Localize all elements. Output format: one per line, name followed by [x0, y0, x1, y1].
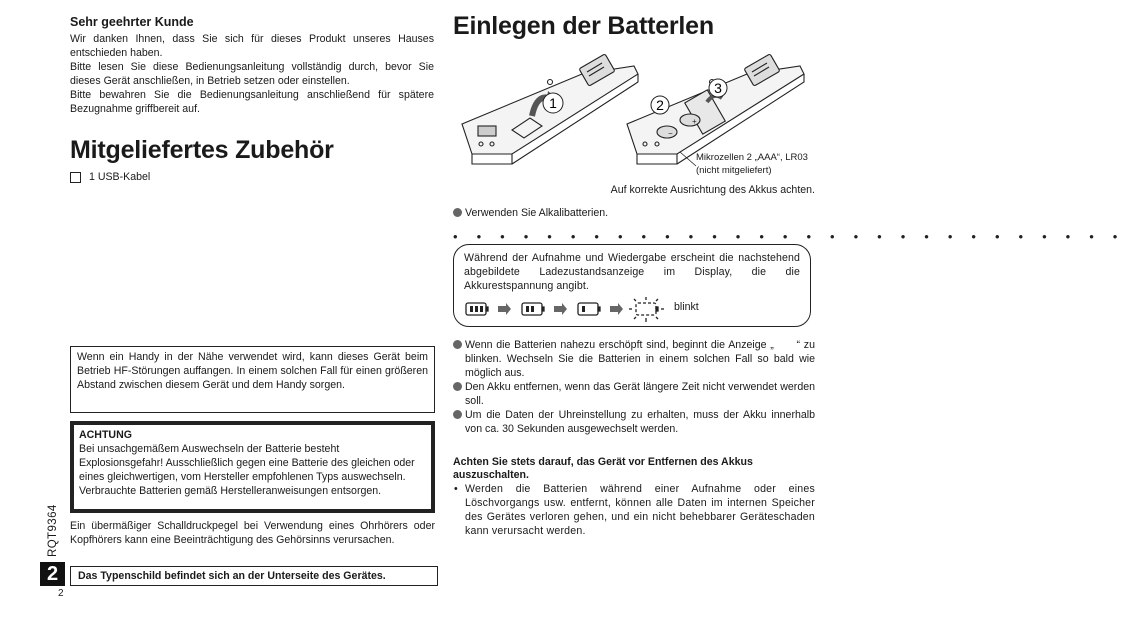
greeting-line-1: Wir danken Ihnen, dass Sie sich für dieses Produkt unseres Hauses entschieden haben. — [70, 33, 434, 59]
power-off-heading: Achten Sie stets darauf, das Gerät vor Entfernen des Akkus auszuschalten. — [453, 456, 753, 481]
dotted-separator: • • • • • • • • • • • • • • • • • • • • • • • • • • • • • — [453, 229, 1125, 244]
arrow-right-icon — [498, 303, 511, 315]
earphone-warning — [70, 519, 435, 547]
battery-one-third-icon — [578, 303, 598, 315]
earphone-warning-text: Ein übermäßiger Schalldruckpegel bei Verwendung eines Ohrhörers oder Kopfhörers kann eine Beeinträchtigung des Gehörsinns verursachen. — [70, 520, 435, 546]
caution-box — [70, 421, 435, 513]
tip-remove-battery: Den Akku entfernen, wenn das Gerät längere Zeit nicht verwendet werden soll. — [453, 380, 815, 408]
phone-notice-text: Wenn ein Handy in der Nähe verwendet wird, kann dieses Gerät beim Betrieb HF-Störungen auffangen. In einem solchen Fall für einen größeren Abstand zwischen diesem Gerät und dem Handy sorgen. — [77, 351, 428, 391]
greeting-heading: Sehr geehrter Kunde — [70, 15, 194, 29]
alkaline-note — [453, 206, 815, 220]
tip-clock-data: Um die Daten der Uhreinstellung zu erhalten, muss der Akku innerhalb von ca. 30 Sekunden ausgewechselt werden. — [453, 408, 815, 436]
greeting-text — [70, 32, 434, 116]
callout-line — [680, 152, 696, 166]
power-off-section — [453, 482, 815, 538]
arrow-right-icon — [610, 303, 623, 315]
alkaline-note-text: Verwenden Sie Alkalibatterien. — [453, 206, 815, 220]
accessories-heading: Mitgeliefertes Zubehör — [70, 136, 334, 164]
step-3-label: 3 — [714, 80, 722, 96]
battery-tips — [453, 338, 815, 436]
caution-title: ACHTUNG — [79, 429, 132, 441]
nameplate-note: Das Typenschild befindet sich an der Unterseite des Gerätes. — [70, 566, 438, 586]
battery-heading: Einlegen der Batterlen — [453, 12, 714, 40]
page-tab: 2 — [40, 562, 65, 586]
greeting-line-2: Bitte lesen Sie diese Bedienungsanleitung vollständig durch, bevor Sie dieses Gerät anschließen, in Betrieb setzen oder einstellen. — [70, 61, 434, 87]
blink-label: blinkt — [674, 301, 699, 313]
step-2-label: 2 — [656, 97, 664, 113]
battery-type-line2: (nicht mitgeliefert) — [696, 165, 772, 176]
svg-text:+: + — [692, 117, 697, 126]
svg-text:−: − — [668, 129, 673, 138]
tip-low-battery: Wenn die Batterien nahezu erschöpft sind, beginnt die Anzeige „ “ zu blinken. Wechseln Sie die Batterien in einem solchen Fall so bald wie möglich aus. — [453, 338, 815, 380]
caution-text: Bei unsachgemäßem Auswechseln der Batterie besteht Explosionsgefahr! Ausschließlich gegen eine Batterie des gleichen oder eines gleichwertigen, vom Hersteller empfohlenen Typs auswechseln. Verbrauchte Batterien gemäß Herstelleranweisungen entsorgen. — [79, 443, 415, 497]
orientation-note: Auf korrekte Ausrichtung des Akkus achten. — [610, 184, 815, 196]
phone-notice-box — [70, 346, 435, 413]
greeting-line-3: Bitte bewahren Sie die Bedienungsanleitung anschließend für spätere Bezugnahme griffbereit auf. — [70, 89, 434, 115]
battery-type-caption — [696, 151, 808, 177]
accessory-item — [70, 171, 150, 183]
battery-type-line1: Mikrozellen 2 „AAA“, LR03 — [696, 152, 808, 163]
indicator-intro: Während der Aufnahme und Wiedergabe erscheint die nachstehend abgebildete Ladezustandsanzeige im Display, die die Akkurestspannung angibt. — [464, 252, 800, 292]
battery-indicator-box — [453, 244, 811, 327]
accessory-item-label: 1 USB-Kabel — [89, 171, 151, 183]
step-1-label: 1 — [549, 95, 557, 111]
checkbox-icon — [70, 172, 81, 183]
arrow-right-icon — [554, 303, 567, 315]
doc-code: RQT9364 — [47, 504, 59, 557]
power-off-text: • Werden die Batterien während einer Aufnahme oder eines Löschvorgangs usw. entfernt, können alle Daten im internen Speicher des Gerätes verloren gehen, und ein nicht behebbarer Geräteschaden kann verursacht werden. — [453, 482, 815, 538]
battery-empty-blink-icon — [636, 303, 656, 315]
page-number: 2 — [58, 588, 64, 599]
